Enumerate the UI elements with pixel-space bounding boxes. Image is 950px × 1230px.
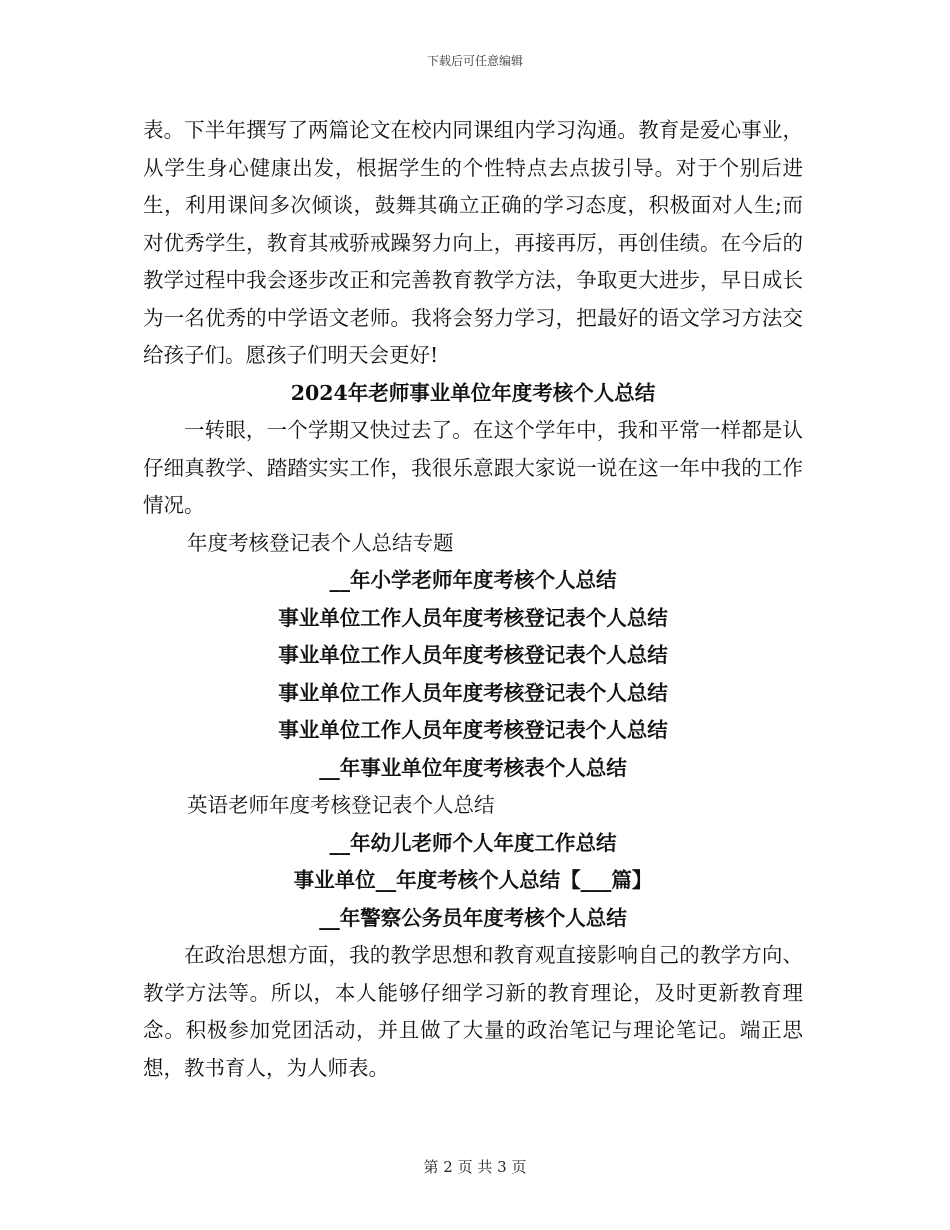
document-body [143, 112, 803, 1087]
related-link[interactable]: __年幼儿老师个人年度工作总结 [329, 830, 617, 855]
page-footer: 第 2 页 共 3 页 [423, 1158, 527, 1176]
related-link[interactable]: 事业单位工作人员年度考核登记表个人总结 [278, 605, 668, 630]
related-link[interactable]: 事业单位__年度考核个人总结【___篇】 [293, 868, 653, 892]
related-link[interactable]: 事业单位工作人员年度考核登记表个人总结 [278, 680, 668, 705]
related-link[interactable]: __年小学老师年度考核个人总结 [329, 568, 617, 592]
intro-paragraph: 表。下半年撰写了两篇论文在校内同课组内学习沟通。教育是爱心事业，从学生身心健康出发，根据学生的个性特点去点拔引导。对于个别后进生，利用课间多次倾谈，鼓舞其确立正确的学习态度，积极面对人生;而对优秀学生，教育其戒骄戒躁努力向上，再接再厉，再创佳绩。在今后的教学过程中我会逐步改正和完善教育教学方法，争取更大进步，早日成长为一名优秀的中学语文老师。我将会努力学习，把最好的语文学习方法交给孩子们。愿孩子们明天会更好! [143, 118, 803, 367]
plain-link[interactable]: 英语老师年度考核登记表个人总结 [187, 793, 495, 817]
section-title: 2024年老师事业单位年度考核个人总结 [290, 380, 656, 405]
page-header: 下载后可任意编辑 [426, 54, 523, 68]
topic-label: 年度考核登记表个人总结专题 [187, 530, 454, 555]
opening-paragraph: 一转眼，一个学期又快过去了。在这个学年中，我和平常一样都是认仔细真教学、踏踏实实工作，我很乐意跟大家说一说在这一年中我的工作情况。 [143, 418, 803, 517]
closing-paragraph: 在政治思想方面，我的教学思想和教育观直接影响自己的教学方向、教学方法等。所以，本人能够仔细学习新的教育理论，及时更新教育理念。积极参加党团活动，并且做了大量的政治笔记与理论笔记。端正思想，教书育人，为人师表。 [143, 943, 803, 1080]
related-link[interactable]: __年事业单位年度考核表个人总结 [319, 755, 627, 780]
related-link[interactable]: 事业单位工作人员年度考核登记表个人总结 [278, 718, 668, 742]
related-link[interactable]: __年警察公务员年度考核个人总结 [319, 905, 627, 930]
related-link[interactable]: 事业单位工作人员年度考核登记表个人总结 [278, 643, 668, 667]
